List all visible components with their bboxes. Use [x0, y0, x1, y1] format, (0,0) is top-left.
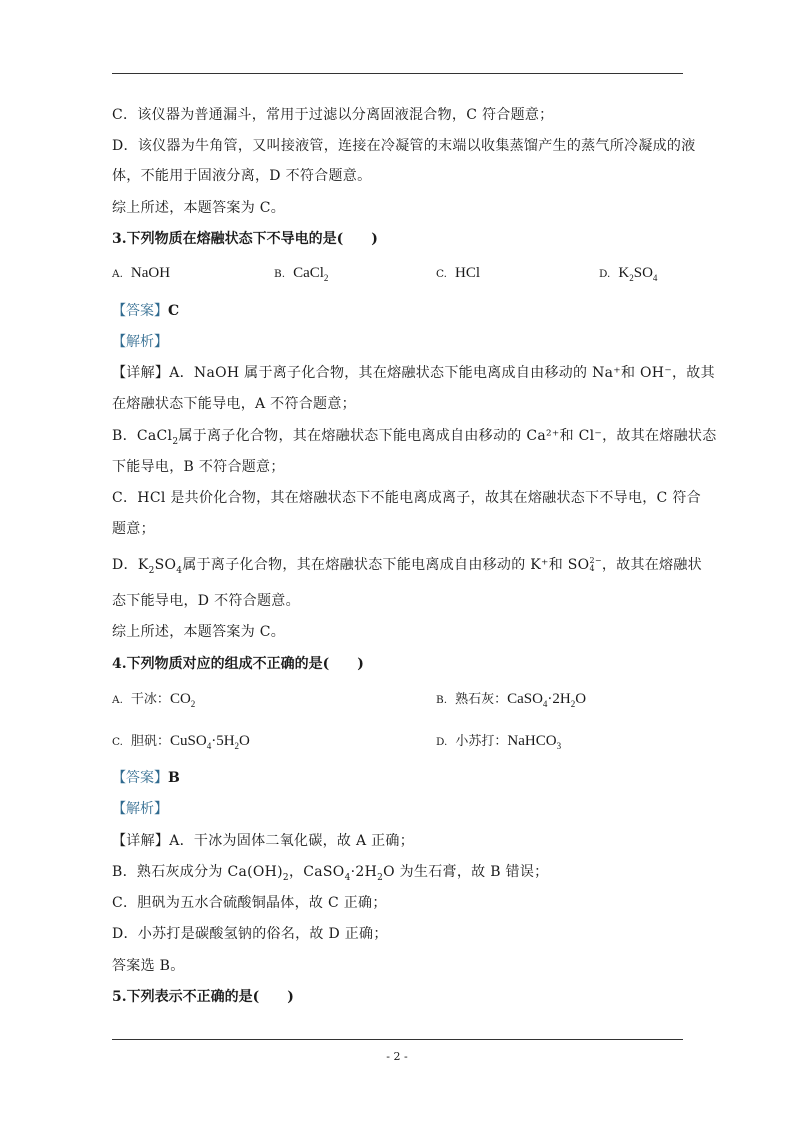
question-3-stem: 3.下列物质在熔融状态下不导电的是( ): [112, 231, 378, 247]
q3-option-d: D. $K_2SO_4$: [599, 265, 658, 283]
prev-option-d-text-2: 体，不能用于固液分离，D 不符合题意。: [112, 168, 372, 184]
q4-option-c: C. 胆矾：$CuSO_4\cdot 5H_2O$: [112, 733, 250, 751]
question-4-stem: 4.下列物质对应的组成不正确的是( ): [112, 656, 364, 672]
q3-detail-a-1: 【详解】A．NaOH 属于离子化合物，其在熔融状态下能电离成自由移动的 Na⁺和 OH⁻，故其: [112, 365, 715, 381]
q4-final-answer: 答案选 B。: [112, 958, 185, 974]
q3-summary: 综上所述，本题答案为 C。: [112, 624, 286, 640]
header-rule: [112, 73, 683, 74]
q3-analysis-tag: 【解析】: [112, 334, 168, 350]
prev-option-d-text-1: D．该仪器为牛角管，又叫接液管，连接在冷凝管的末端以收集蒸馏产生的蒸气所冷凝成的液: [112, 138, 696, 154]
q3-option-a: A. NaOH: [112, 265, 171, 281]
q4-detail-d: D．小苏打是碳酸氢钠的俗名，故 D 正确；: [112, 926, 388, 942]
q4-answer: 【答案】B: [112, 770, 180, 786]
q4-analysis-tag: 【解析】: [112, 801, 168, 817]
q3-option-b: B. CaCl$_2$: [274, 265, 329, 283]
q4-detail-b: B．熟石灰成分为 $Ca(OH)_2$，$CaSO_4\cdot 2H_2O$ 为生石膏，故 B 错误；: [112, 864, 549, 883]
q3-detail-d-1: D．$K_2SO_4$属于离子化合物，其在熔融状态下能电离成自由移动的 K⁺和 SO 2− 4 ，故其在熔融状: [112, 556, 702, 576]
q4-option-b: B. 熟石灰：$CaSO_4\cdot 2H_2O$: [436, 691, 587, 709]
q3-answer: 【答案】C: [112, 303, 180, 319]
q3-detail-b-1: B．CaCl$_2$属于离子化合物，其在熔融状态下能电离成自由移动的 Ca²⁺和 Cl⁻，故其在熔融状态: [112, 428, 717, 447]
q3-detail-a-2: 在熔融状态下能导电，A 不符合题意；: [112, 396, 356, 412]
q3-detail-c-1: C．HCl 是共价化合物，其在熔融状态下不能电离成离子，故其在熔融状态下不导电，C 符合: [112, 490, 701, 506]
q4-option-a: A. 干冰：$CO_2$: [112, 691, 196, 709]
q3-detail-d-2: 态下能导电，D 不符合题意。: [112, 593, 300, 609]
q3-option-c: C. HCl: [436, 265, 481, 281]
page-number: - 2 -: [386, 1050, 408, 1063]
question-5-stem: 5.下列表示不正确的是( ): [112, 989, 294, 1005]
q4-detail-c: C．胆矾为五水合硫酸铜晶体，故 C 正确；: [112, 895, 387, 911]
prev-option-c-text: C．该仪器为普通漏斗，常用于过滤以分离固液混合物，C 符合题意；: [112, 107, 554, 123]
q3-detail-c-2: 题意；: [112, 521, 155, 537]
q3-detail-b-2: 下能导电，B 不符合题意；: [112, 459, 285, 475]
prev-summary: 综上所述，本题答案为 C。: [112, 200, 286, 216]
q4-option-d: D. 小苏打：NaHCO$_3$: [436, 733, 562, 751]
footer-rule: [112, 1039, 683, 1040]
q4-detail-a: 【详解】A．干冰为固体二氧化碳，故 A 正确；: [112, 833, 415, 849]
